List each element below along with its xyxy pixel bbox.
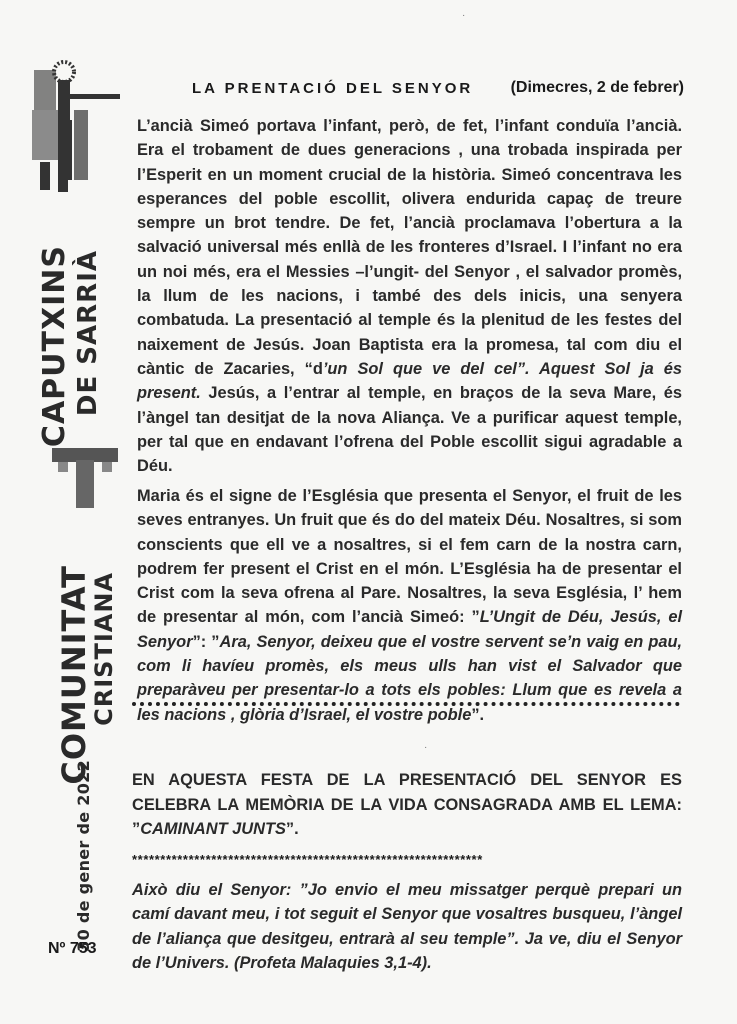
franciscan-figure-logo [28, 50, 123, 195]
issue-number: Nº 753 [48, 940, 97, 957]
paragraph-2-text: Maria és el signe de l’Església que presenta el Senyor, el fruit de les seves entranyes. Un fruit que és do del mateix Déu. Nosaltres, si som conscients que ell ve a nosaltres, si el fem carn de la nostra carn, podrem fer present el Crist en el món. L’Església ha de presentar el Crist com la seva ofrena al Pare. Nosaltres, la seva Església, l’ hem de presentar al món, com l’ancià Simeó: ” [137, 487, 682, 627]
page-title: LA PRENTACIÓ DEL SENYOR [192, 80, 474, 97]
star-separator: ************************************************************** [132, 852, 483, 867]
paragraph-2-mid: ”: ” [192, 632, 220, 651]
malachi-quote: Això diu el Senyor: ”Jo envio el meu missatger perquè prepari un camí davant meu, i tot seguit el Senyor que vosaltres busqueu, l’àngel de l’aliança que desitgeu, entrarà al seu temple”. Ja ve, diu el Senyor de l’Univers. (Profeta Malaquies 3,1-4). [132, 881, 682, 972]
tau-cross-icon [50, 440, 120, 510]
sidebar-sarria: DE SARRIÀ [73, 250, 103, 417]
feast-date: (Dimecres, 2 de febrer) [510, 79, 684, 96]
sidebar-comunitat: COMUNITAT [55, 565, 93, 785]
header [192, 80, 692, 98]
paragraph-1-italic: ’un Sol que ve del cel”. Aquest Sol ja és present. [137, 359, 682, 403]
notice-text: EN AQUESTA FESTA DE LA PRESENTACIÓ DEL SENYOR ES CELEBRA LA MEMÒRIA DE LA VIDA CONSAGRADA AMB EL LEMA: ” [132, 771, 682, 838]
paragraph-2-italic-2: Ara, Senyor, deixeu que el vostre servent se’n vaig en pau, com li havíeu promès, els meus ulls han vist el Salvador que preparàveu per presentar-lo a tots els pobles: Llum que es revela a les nacions , glòria d’Israel, el vostre poble [137, 632, 683, 724]
notice-text-end: ”. [285, 820, 299, 838]
sidebar-cristiana: CRISTIANA [90, 572, 118, 726]
scan-speck: · [424, 742, 428, 753]
consecrated-life-notice [132, 768, 682, 842]
paragraph-2 [137, 484, 682, 727]
paragraph-2-end: ”. [471, 705, 485, 724]
paragraph-2-italic-1: L’Ungit de Déu, Jesús, el Senyor [137, 608, 682, 651]
paragraph-1-text: L’ancià Simeó portava l’infant, però, de fet, l’infant conduïa l’ancià. Era el trobament de dues generacions , una trobada inspirada per l’Esperit en un moment crucial de la història. Simeó concentrava les esperances del poble escollit, olivera endurida capaç de treure sempre un brot tendre. De fet, l’ancià proclamava l’obertura a la salvació universal més enllà de les fronteres d’Israel. I l’infant no era un noi més, era el Messies –l’ungit- del Senyor , el salvador promès, la llum de les nacions, i també des dels inicis, una senyera combatuda. La presentació al temple és la plenitud de les festes del naixement de Jesús. Joan Baptista era la promesa, tal com diu el càntic de Zacaries, “d [137, 117, 682, 378]
sidebar-capuchins: CAPUTXINS [37, 245, 72, 448]
scan-speck: · [462, 10, 466, 21]
paragraph-1-text-end: Jesús, a l’entrar al temple, en braços de la seva Mare, és l’àngel tan desitjat de la nova Aliança. Ve a purificar aquest temple, per tal que en endavant l’ofrena del Poble escollit sigui agradable a Déu. [137, 384, 682, 476]
paragraph-1 [137, 114, 682, 478]
issue-date: 30 de gener de 2022 [74, 760, 93, 952]
notice-motto: CAMINANT JUNTS [140, 820, 286, 838]
dotted-divider [132, 702, 680, 706]
